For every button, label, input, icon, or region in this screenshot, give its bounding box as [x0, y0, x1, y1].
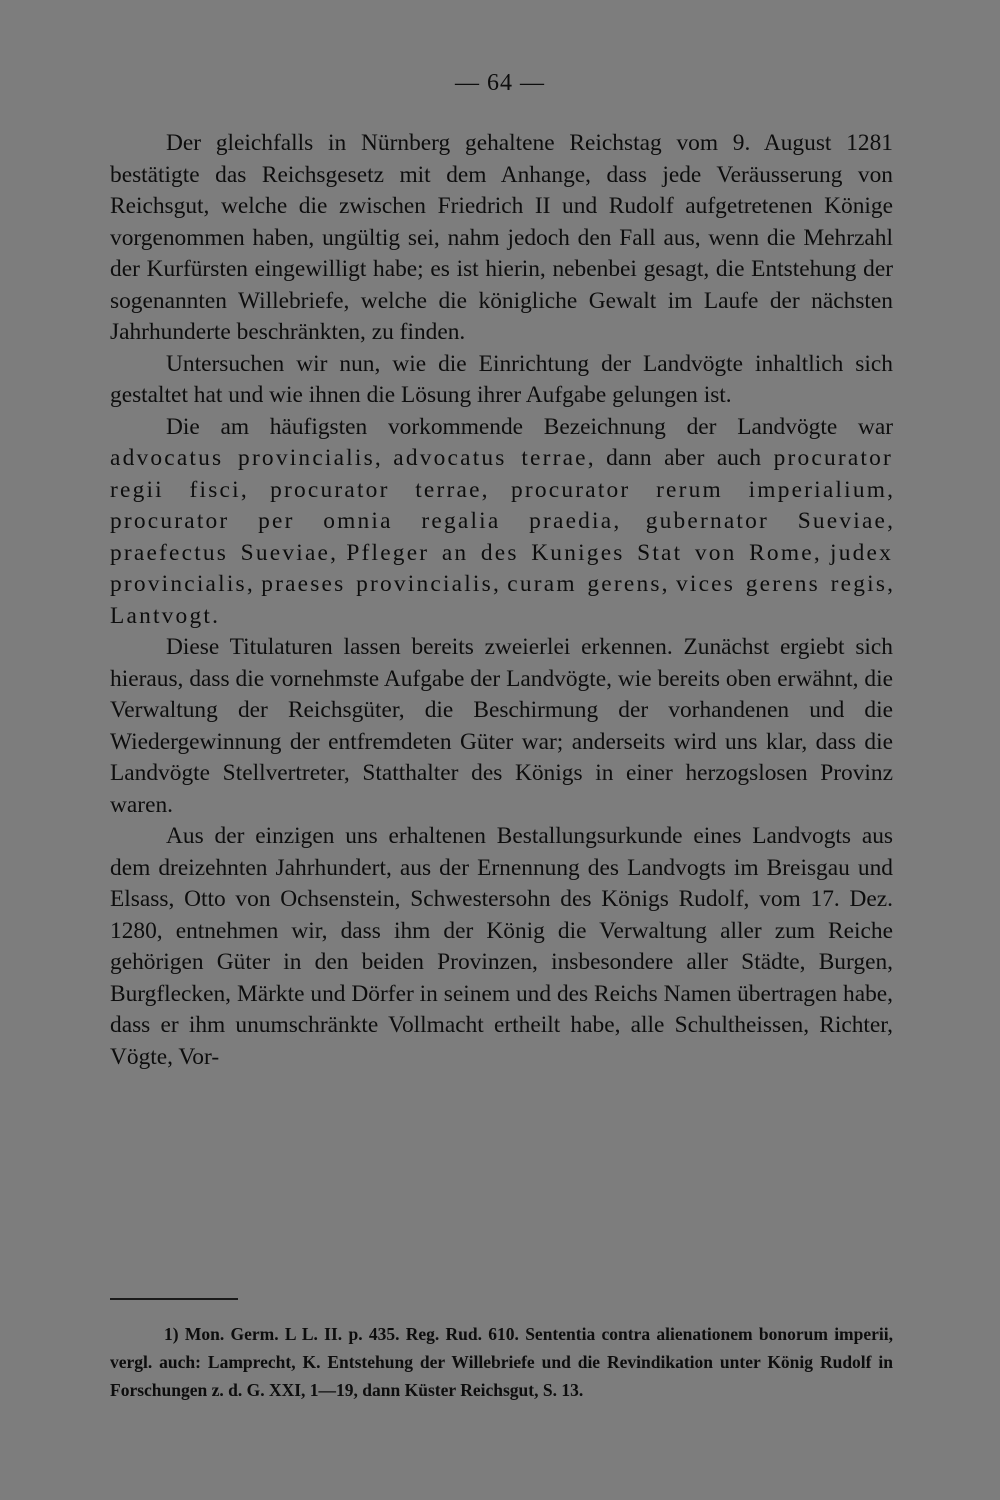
title-term: advocatus provincialis [110, 445, 375, 471]
title-term: praeses provincialis [261, 571, 493, 597]
paragraph-titles: Die am häufigsten vorkommende Bezeichnung der Landvögte war advocatus provincialis, advocatus terrae, dann aber auch procurator regii fisci, procurator terrae, procurator rerum imperialium, procurator per omnia regalia praedia, gubernator Sueviae, praefectus Sueviae, Pfleger an des Kuniges Stat von Rome, judex provincialis, praeses provincialis, curam gerens, vices gerens regis, Lantvogt. [110, 413, 893, 629]
title-term: judex provincialis [110, 539, 893, 597]
title-term: gubernator Sueviae [645, 508, 888, 534]
title-term: advocatus terrae [393, 445, 588, 471]
title-term: Lantvogt [110, 602, 213, 629]
paragraph-landvoegte-intro: Untersuchen wir nun, wie die Einrichtung der Landvögte inhaltlich sich gestaltet hat und wie ihnen die Lösung ihrer Aufgabe gelungen ist. [110, 350, 893, 408]
title-term: curam gerens [507, 571, 662, 597]
paragraph-titulaturen: Diese Titulaturen lassen bereits zweierlei erkennen. Zunächst ergiebt sich hieraus, dass die vornehmste Aufgabe der Landvögte, wie bereits oben erwähnt, die Verwaltung der Reichsgüter, die Beschirmung der vorhandenen und die Wiedergewinnung der entfremdeten Güter war; anderseits wird uns klar, dass die Landvögte Stellvertreter, Statthalter des Königs in einer herzogslosen Provinz waren. [110, 634, 893, 818]
footnote-divider [110, 1298, 238, 1300]
title-term: praefectus Sueviae [110, 539, 331, 566]
title-term: procurator terrae [270, 476, 482, 503]
paragraph-reichstag-1281: Der gleichfalls in Nürnberg gehaltene Reichstag vom 9. August 1281 bestätigte das Reichsgesetz mit dem Anhange, dass jede Veräusserung von Reichsgut, welche die zwischen Friedrich II und Rudolf aufgetretenen Könige vorgenommen haben, ungültig sei, nahm jedoch den Fall aus, wenn die Mehrzahl der Kurfürsten eingewilligt habe; es ist hierin, nebenbei gesagt, die Entstehung der sogenannten Willebriefe, welche die königliche Gewalt im Laufe der nächsten Jahrhunderte beschränkten, zu finden. [110, 130, 893, 345]
main-text [110, 128, 893, 1073]
title-term: vices gerens regis [676, 571, 888, 597]
titles-intro: Die am häufigsten vorkommende Bezeichnung der Landvögte war [166, 413, 893, 440]
title-term: Pfleger an des Kuniges Stat von Rome [346, 539, 814, 566]
title-term: procurator per omnia regalia praedia [110, 508, 614, 534]
paragraph-bestallungsurkunde: Aus der einzigen uns erhaltenen Bestallungsurkunde eines Landvogts aus dem dreizehnten Jahrhundert, aus der Ernennung des Landvogts im Breisgau und Elsass, Otto von Ochsenstein, Schwestersohn des Königs Rudolf, vom 17. Dez. 1280, entnehmen wir, dass ihm der König die Verwaltung aller zum Reiche gehörigen Güter in den beiden Provinzen, insbesondere aller Städte, Burgen, Burgflecken, Märkte und Dörfer in seinem und des Reichs Namen übertragen habe, dass er ihm unumschränkte Vollmacht ertheilt habe, alle Schultheissen, Richter, Vögte, Vor- [110, 823, 893, 1070]
title-term: procurator rerum imperialium [510, 476, 888, 503]
titles-connector: dann aber auch [606, 445, 762, 471]
page-number: — 64 — [455, 70, 545, 96]
footnote: 1) Mon. Germ. L L. II. p. 435. Reg. Rud. 610. Sententia contra alienationem bonorum imperii, vergl. auch: Lamprecht, K. Entstehung der Willebriefe und die Revindikation unter König Rudolf in Forschungen z. d. G. XXI, 1—19, dann Küster Reichsgut, S. 13. [110, 1324, 893, 1400]
title-term: procurator regii fisci [110, 445, 893, 503]
